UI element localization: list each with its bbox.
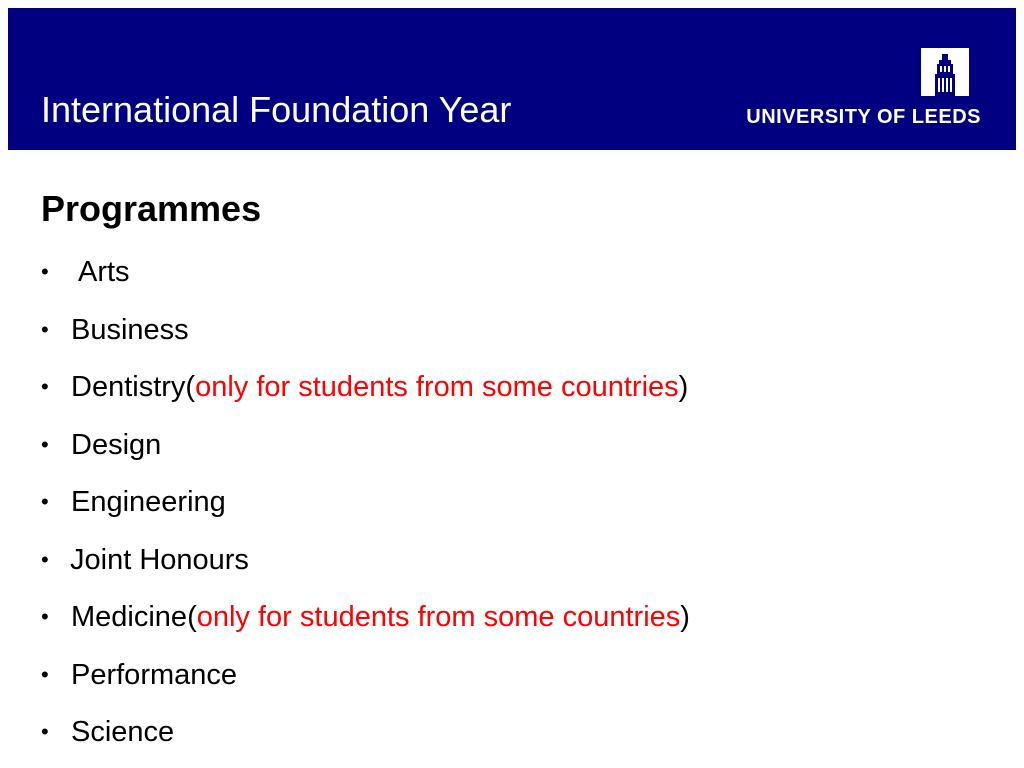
item-label: Joint Honours	[70, 543, 249, 576]
bullet: •	[41, 259, 49, 284]
note-open-paren: (	[187, 601, 197, 633]
item-label: Performance	[71, 658, 238, 691]
item-label: Arts	[78, 256, 130, 288]
logo-text: UNIVERSITY OF LEEDS	[746, 106, 981, 128]
programme-list	[41, 250, 690, 768]
item-label: Medicine	[71, 601, 188, 633]
note-open-paren: (	[185, 371, 196, 403]
eligibility-note: only for students from some countries	[196, 601, 681, 633]
bullet: •	[41, 316, 49, 342]
list-item-engineering	[41, 480, 690, 538]
note-close-paren: )	[678, 371, 689, 403]
item-label: Business	[71, 313, 189, 346]
bullet: •	[41, 431, 49, 457]
list-item-business	[41, 308, 690, 366]
item-label: Design	[71, 428, 162, 461]
list-item-arts	[41, 250, 690, 308]
list-item-joint-honours	[41, 538, 690, 596]
eligibility-note: only for students from some countries	[195, 371, 679, 403]
item-label: Engineering	[71, 486, 226, 518]
bullet: •	[41, 604, 49, 629]
header-band	[8, 8, 1016, 150]
list-item-dentistry	[41, 365, 690, 423]
slide-title: International Foundation Year	[41, 89, 512, 130]
item-label: Dentistry	[71, 371, 186, 403]
item-label: Science	[71, 716, 175, 748]
bullet: •	[41, 489, 49, 514]
list-item-medicine	[41, 595, 690, 653]
list-item-science	[41, 710, 690, 768]
section-heading: Programmes	[41, 188, 262, 229]
parkinson-tower-icon	[921, 48, 969, 96]
note-close-paren: )	[680, 601, 690, 633]
bullet: •	[41, 719, 49, 744]
list-item-performance	[41, 653, 690, 711]
list-item-design	[41, 423, 690, 481]
bullet: •	[41, 374, 49, 399]
bullet: •	[41, 661, 49, 687]
bullet: •	[41, 546, 49, 572]
university-logo	[711, 48, 981, 138]
